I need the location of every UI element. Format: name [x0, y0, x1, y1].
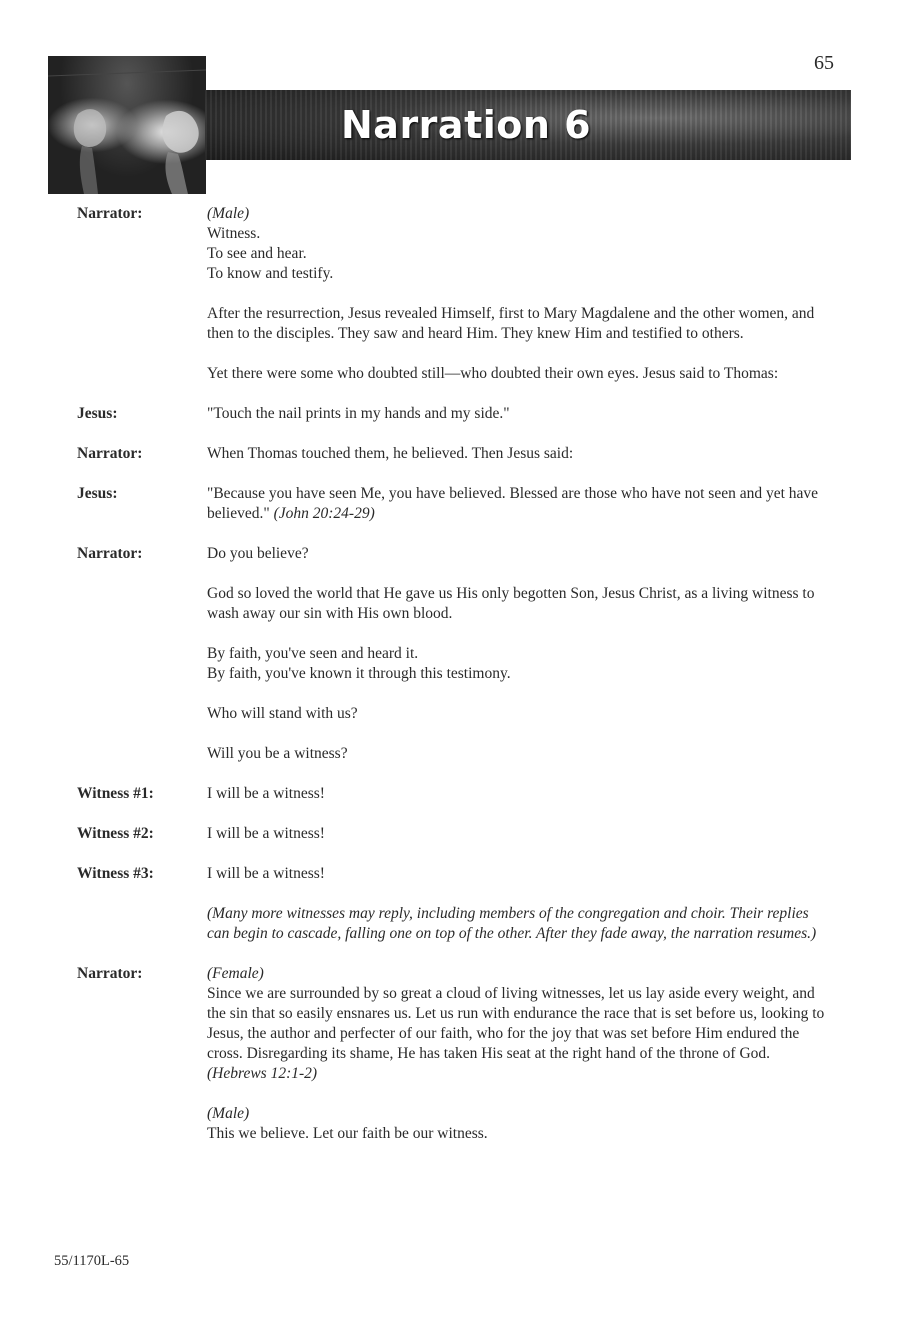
line-text: Yet there were some who doubted still—who doubted their own eyes. Jesus said to Thomas:: [207, 365, 779, 382]
dialogue-line: [207, 224, 832, 244]
line-text: To see and hear.: [207, 245, 307, 262]
dialogue-line: [207, 544, 832, 564]
dialogue-line: [207, 584, 832, 624]
line-text: Who will stand with us?: [207, 705, 358, 722]
dialogue-line: [207, 1104, 832, 1124]
line-text: I will be a witness!: [207, 785, 325, 802]
script-entry: [0, 484, 900, 524]
dialogue-line: [207, 404, 832, 424]
header-photo: [48, 56, 206, 194]
dialogue: [207, 784, 832, 804]
dialogue-line: [207, 644, 832, 664]
speaker-label: Jesus:: [77, 405, 118, 422]
dialogue: [207, 204, 832, 384]
dialogue: [207, 544, 832, 764]
dialogue: [207, 484, 832, 524]
speaker-label: Narrator:: [77, 445, 143, 462]
speaker-label: Witness #2:: [77, 825, 154, 842]
line-text: I will be a witness!: [207, 825, 325, 842]
line-text: To know and testify.: [207, 265, 334, 282]
footer-code: 55/1170L-65: [54, 1253, 130, 1269]
dialogue-line: [207, 264, 832, 284]
page-title: Narration 6: [341, 103, 592, 147]
dialogue-line: [207, 244, 832, 264]
dialogue-line: [207, 364, 832, 384]
speaker-label: Narrator:: [77, 965, 143, 982]
dialogue-line: [207, 744, 832, 764]
line-text: Do you believe?: [207, 545, 309, 562]
dialogue-line: [207, 1124, 832, 1144]
dialogue-line: [207, 444, 832, 464]
dialogue: [207, 444, 832, 464]
script-body: [0, 204, 900, 1144]
dialogue: [207, 824, 832, 844]
dialogue-line: [207, 304, 832, 344]
dialogue-line: [207, 664, 832, 684]
title-banner: [205, 90, 851, 160]
line-text: "Touch the nail prints in my hands and my side.": [207, 405, 510, 422]
dialogue-line: [207, 484, 832, 524]
dialogue-line: [207, 984, 832, 1084]
stage-direction: (Many more witnesses may reply, including members of the congregation and choir. Their replies can begin to cascade, falling one on top of the other. After they fade away, the narration resumes.): [207, 905, 817, 942]
speaker-label: Jesus:: [77, 485, 118, 502]
dialogue-line: [207, 824, 832, 844]
stage-direction: (Female): [207, 965, 264, 982]
dialogue-line: [207, 904, 832, 944]
line-text: "Because you have seen Me, you have believed. Blessed are those who have not seen and yet have believed.": [207, 485, 819, 522]
script-entry: [0, 824, 900, 844]
speaker-label: Witness #1:: [77, 785, 154, 802]
page-number: 65: [814, 52, 834, 74]
script-entry: [0, 784, 900, 804]
line-text: Will you be a witness?: [207, 745, 348, 762]
speaker-label: Narrator:: [77, 205, 143, 222]
stage-direction: (Male): [207, 205, 250, 222]
script-entry: [0, 904, 900, 944]
line-text: When Thomas touched them, he believed. Then Jesus said:: [207, 445, 574, 462]
stage-direction: (Hebrews 12:1-2): [207, 1065, 318, 1082]
dialogue-line: [207, 204, 832, 224]
dialogue-line: [207, 704, 832, 724]
hands-illustration: [48, 56, 206, 194]
dialogue: [207, 904, 832, 944]
speaker-label: Narrator:: [77, 545, 143, 562]
line-text: Since we are surrounded by so great a cloud of living witnesses, let us lay aside every weight, and the sin that so easily ensnares us. Let us run with endurance the race that is set before us, looking to Jesus, the author and perfecter of our faith, who for the joy that was set before Him endured the cross. Disregarding its shame, He has taken His seat at the right hand of the throne of God.: [207, 985, 825, 1062]
line-text: I will be a witness!: [207, 865, 325, 882]
line-text: God so loved the world that He gave us His only begotten Son, Jesus Christ, as a living witness to wash away our sin with His own blood.: [207, 585, 815, 622]
dialogue: [207, 964, 832, 1144]
line-text: This we believe. Let our faith be our witness.: [207, 1125, 488, 1142]
stage-direction: (Male): [207, 1105, 250, 1122]
dialogue-line: [207, 964, 832, 984]
script-entry: [0, 204, 900, 384]
line-text: By faith, you've known it through this testimony.: [207, 665, 511, 682]
script-entry: [0, 864, 900, 884]
speaker-label: Witness #3:: [77, 865, 154, 882]
dialogue-line: [207, 864, 832, 884]
stage-direction: (John 20:24-29): [273, 505, 375, 522]
script-entry: [0, 544, 900, 764]
script-entry: [0, 964, 900, 1144]
script-entry: [0, 404, 900, 424]
dialogue: [207, 404, 832, 424]
dialogue: [207, 864, 832, 884]
line-text: By faith, you've seen and heard it.: [207, 645, 419, 662]
dialogue-line: [207, 784, 832, 804]
line-text: After the resurrection, Jesus revealed Himself, first to Mary Magdalene and the other women, and then to the disciples. They saw and heard Him. They knew Him and testified to others.: [207, 305, 815, 342]
script-entry: [0, 444, 900, 464]
line-text: Witness.: [207, 225, 261, 242]
